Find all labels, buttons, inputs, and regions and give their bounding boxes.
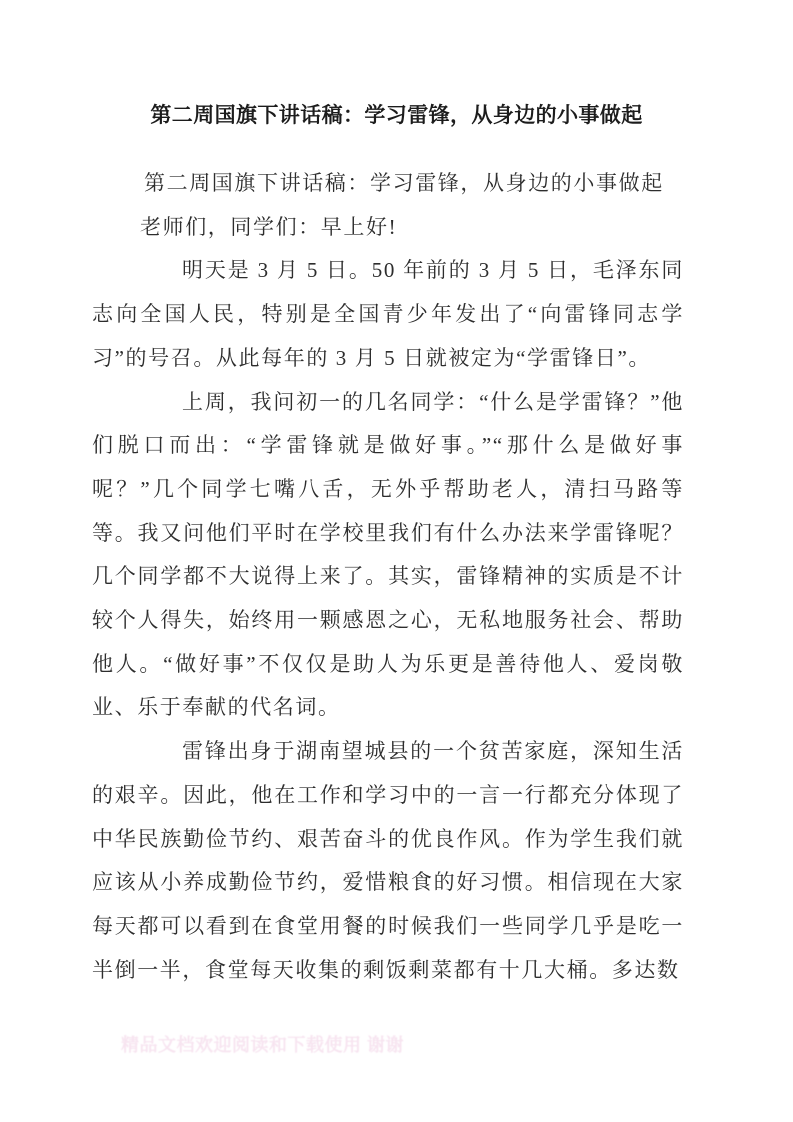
paragraph-thrift: 雷锋出身于湖南望城县的一个贫苦家庭，深知生活的艰辛。因此，他在工作和学习中的一言一行都充分体现了中华民族勤俭节约、艰苦奋斗的优良作风。作为学生我们就应该从小养成勤俭节约，爱惜粮食的好习惯。相信现在大家每天都可以看到在食堂用餐的时候我们一些同学几乎是吃一半倒一半，食堂每天收集的剩饭剩菜都有十几大桶。多达数: [92, 739, 684, 982]
document-body: [92, 162, 684, 992]
paragraph-lei-feng-spirit: 上周，我问初一的几名同学：“什么是学雷锋？”他们脱口而出：“学雷锋就是做好事。”“那什么是做好事呢？”几个同学七嘴八舌，无外乎帮助老人，清扫马路等等。我又问他们平时在学校里我们有什么办法来学雷锋呢？几个同学都不大说得上来了。其实，雷锋精神的实质是不计较个人得失，始终用一颗感恩之心，无私地服务社会、帮助他人。“做好事”不仅仅是助人为乐更是善待他人、爱岗敬业、乐于奉献的代名词。: [92, 389, 684, 720]
paragraph-repeated-title: 第二周国旗下讲话稿：学习雷锋，从身边的小事做起: [144, 171, 664, 195]
paragraph-greeting: 老师们，同学们：早上好!: [140, 214, 398, 239]
footer-watermark: 精品文档欢迎阅读和下载使用 谢谢: [121, 1035, 404, 1055]
document-title: 第二周国旗下讲话稿：学习雷锋，从身边的小事做起: [150, 103, 643, 127]
paragraph-intro: 明天是 3 月 5 日。50 年前的 3 月 5 日，毛泽东同志向全国人民，特别是全国青少年发出了“向雷锋同志学习”的号召。从此每年的 3 月 5 日就被定为“学雷锋日”。: [92, 258, 684, 370]
